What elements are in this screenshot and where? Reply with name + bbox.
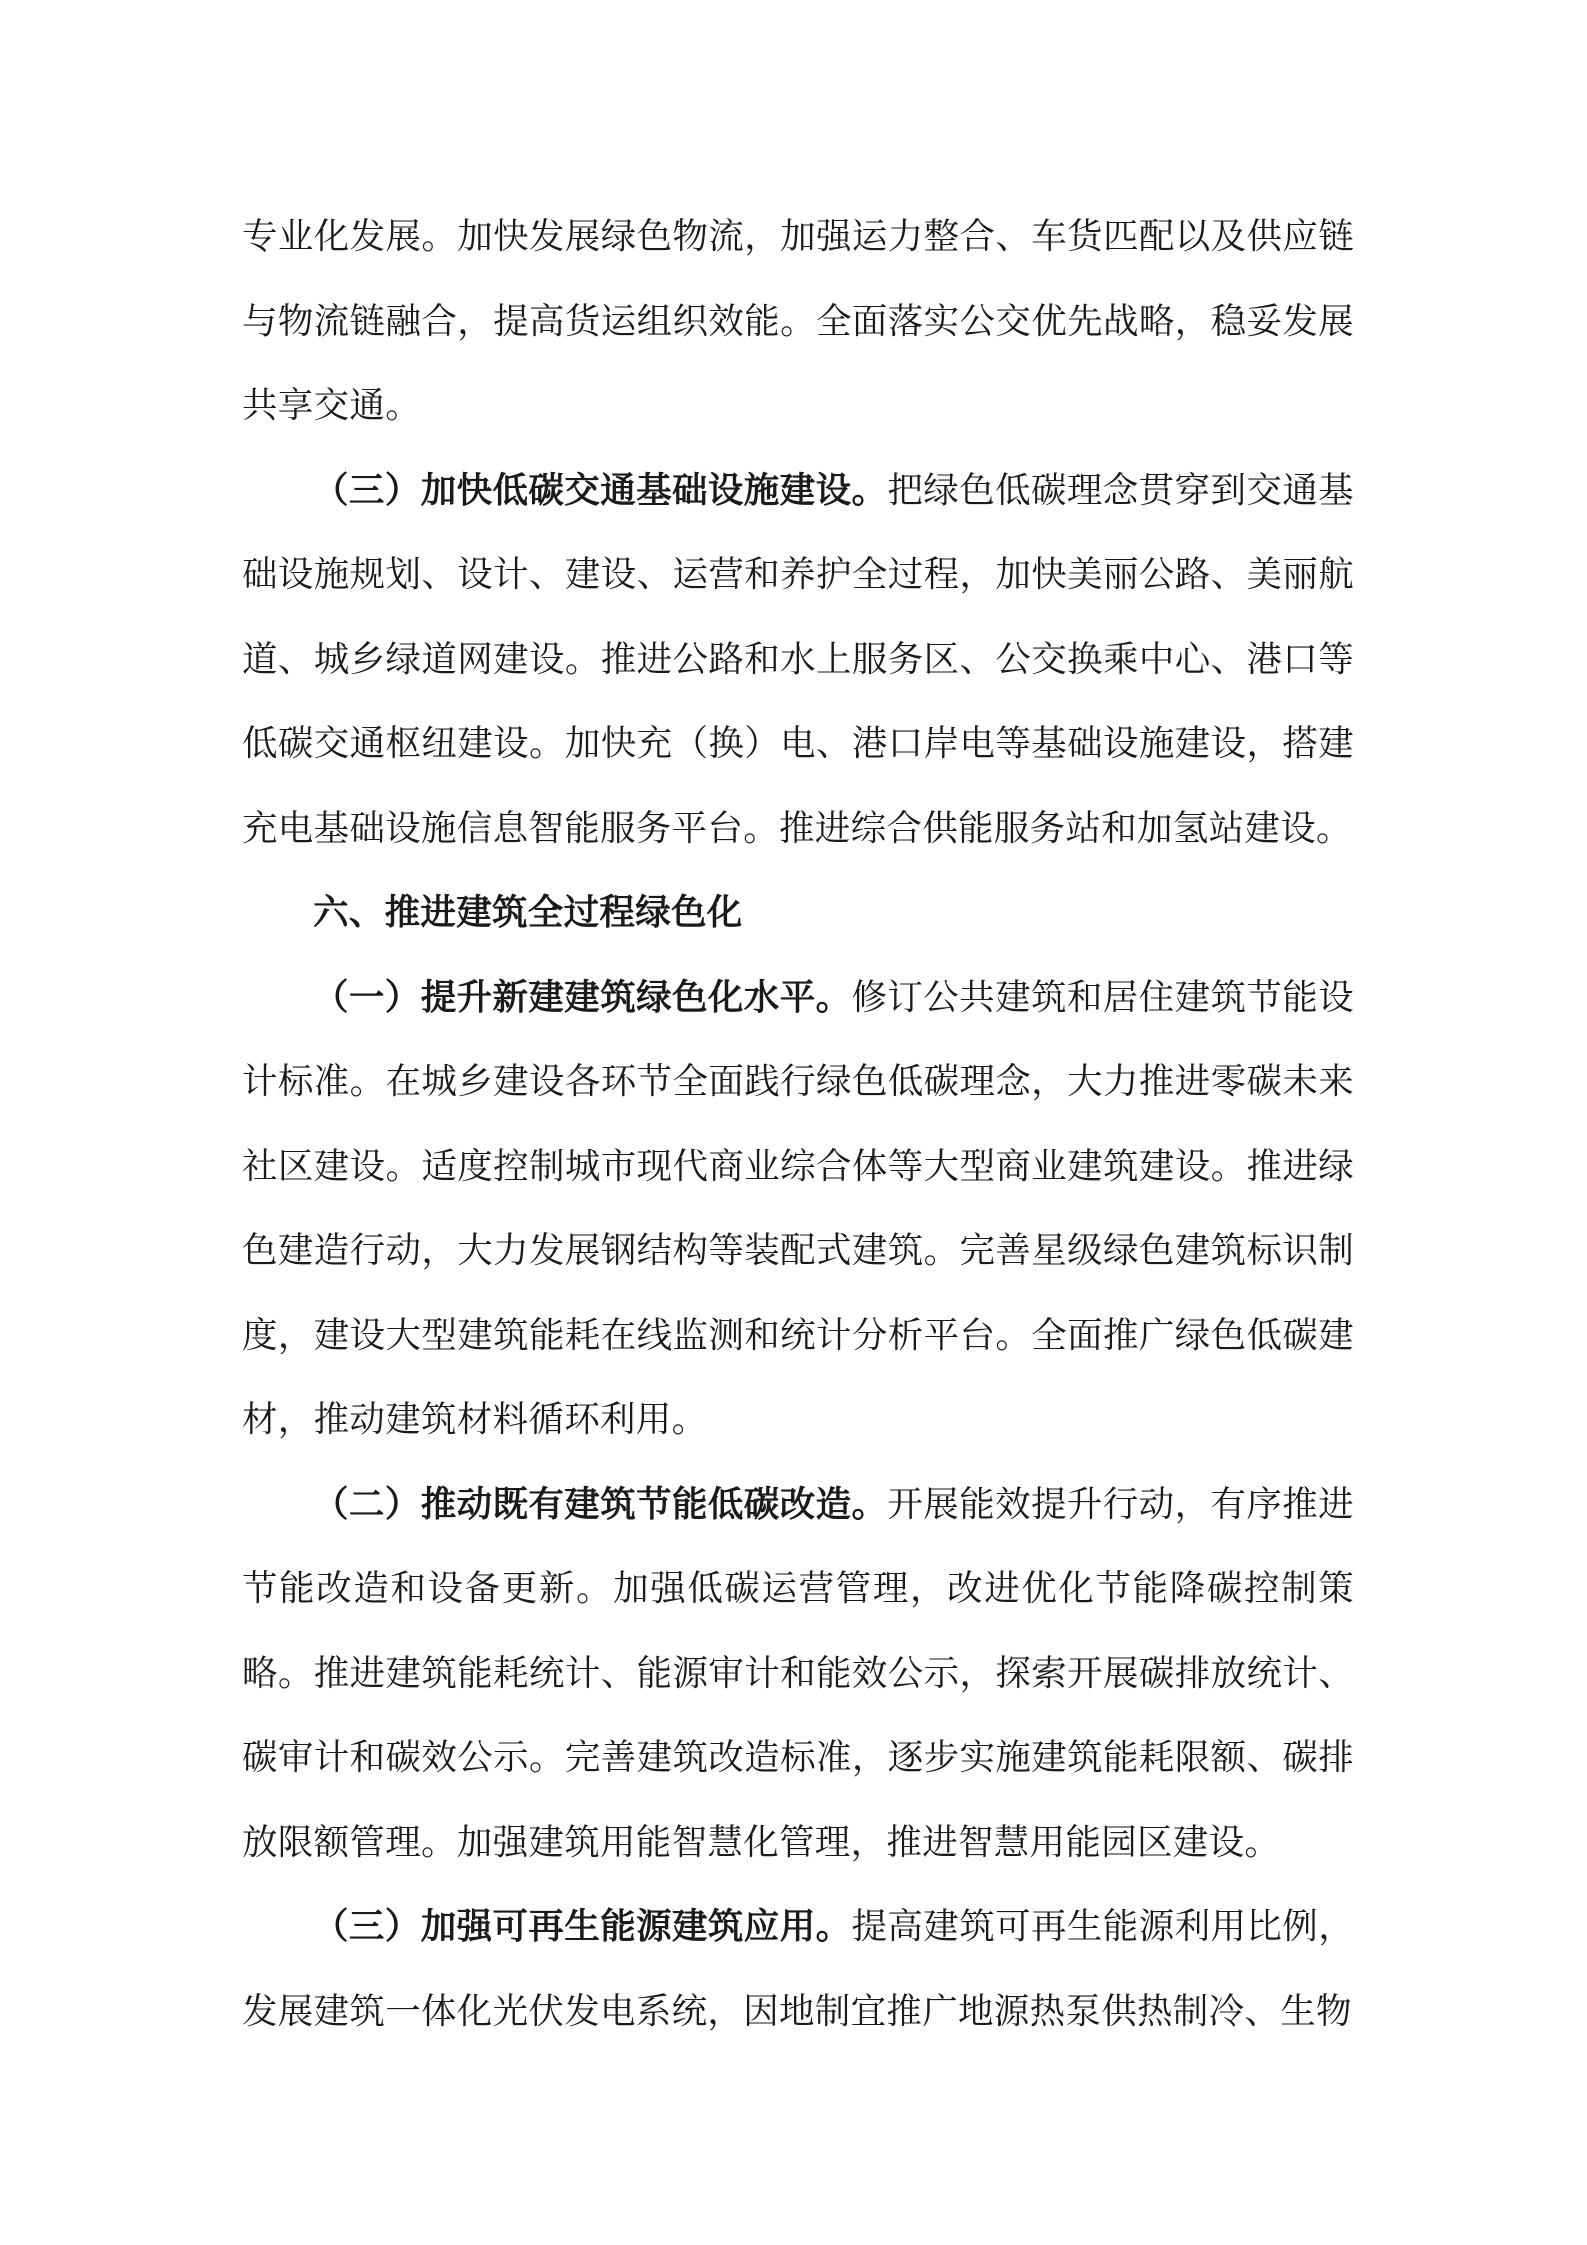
paragraph-text: 把绿色低碳理念贯穿到交通基础设施规划、设计、建设、运营和养护全过程，加快美丽公路、美丽航道、城乡绿道网建设。推进公路和水上服务区、公交换乘中心、港口等低碳交通枢纽建设。加快充（换）电、港口岸电等基础设施建设，搭建充电基础设施信息智能服务平台。推进综合供能服务站和加氢站建设。 — [242, 469, 1354, 849]
paragraph-text: 专业化发展。加快发展绿色物流，加强运力整合、车货匹配以及供应链与物流链融合，提高货运组织效能。全面落实公交优先战略，稳妥发展共享交通。 — [242, 216, 1354, 426]
paragraph-text: 修订公共建筑和居住建筑节能设计标准。在城乡建设各环节全面践行绿色低碳理念，大力推进零碳未来社区建设。适度控制城市现代商业综合体等大型商业建筑建设。推进绿色建造行动，大力发展钢结构等装配式建筑。完善星级绿色建筑标识制度，建设大型建筑能耗在线监测和统计分析平台。全面推广绿色低碳建材，推动建筑材料循环利用。 — [242, 976, 1354, 1440]
paragraph-heading: （一）提升新建建筑绿色化水平。 — [313, 976, 852, 1018]
document-body — [242, 195, 1354, 2054]
section-heading-building-greening — [242, 871, 1354, 956]
paragraph-text: 提高建筑可再生能源利用比例，发展建筑一体化光伏发电系统，因地制宜推广地源热泵供热制冷、生物 — [242, 1906, 1354, 2032]
paragraph-continuation — [242, 195, 1354, 449]
paragraph-heading: （三）加快低碳交通基础设施建设。 — [313, 469, 888, 511]
paragraph-existing-building-retrofit — [242, 1463, 1354, 1886]
section-title: 六、推进建筑全过程绿色化 — [313, 892, 743, 933]
paragraph-low-carbon-transport-infrastructure — [242, 449, 1354, 872]
paragraph-new-building-greening — [242, 956, 1354, 1463]
paragraph-renewable-energy-buildings — [242, 1885, 1354, 2054]
paragraph-text: 开展能效提升行动，有序推进节能改造和设备更新。加强低碳运营管理，改进优化节能降碳控制策略。推进建筑能耗统计、能源审计和能效公示，探索开展碳排放统计、碳审计和碳效公示。完善建筑改造标准，逐步实施建筑能耗限额、碳排放限额管理。加强建筑用能智慧化管理，推进智慧用能园区建设。 — [242, 1483, 1354, 1863]
paragraph-heading: （二）推动既有建筑节能低碳改造。 — [313, 1483, 888, 1525]
paragraph-heading: （三）加强可再生能源建筑应用。 — [313, 1906, 852, 1947]
